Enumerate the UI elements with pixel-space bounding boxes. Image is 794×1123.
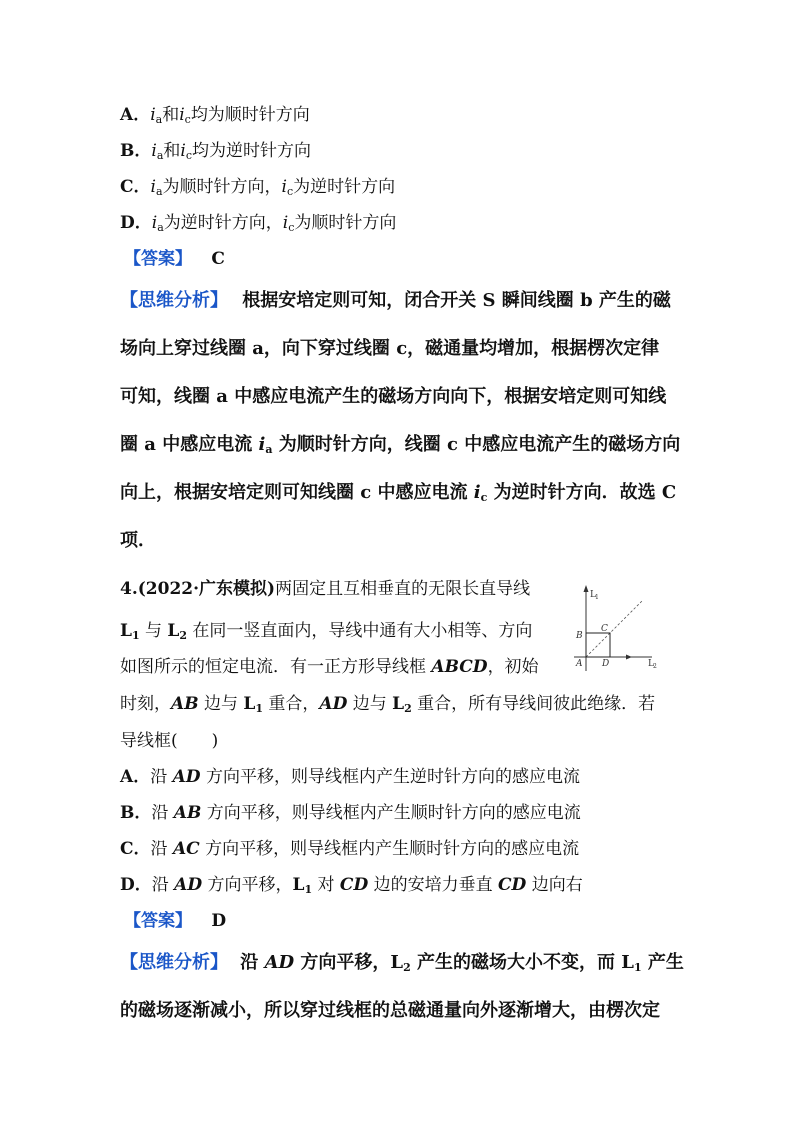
q4-option-a: A．沿 AD 方向平移，则导线框内产生逆时针方向的感应电流 — [120, 767, 580, 787]
answer-tag: 【答案】 — [124, 249, 192, 269]
q4-option-c: C．沿 AC 方向平移，则导线框内产生顺时针方向的感应电流 — [120, 839, 580, 859]
label-d: D — [602, 659, 610, 669]
q3-analysis-line-5: 向上，根据安培定则可知线圈 c 中感应电流 $i_c$ 为逆时针方向．故选 C — [120, 482, 677, 504]
wire-l2-arrow — [626, 655, 632, 660]
label-b: B — [576, 631, 583, 641]
question-source: (2022·广东模拟) — [137, 579, 276, 599]
q4-stem-line-4: 时刻，AB 边与 $L_1$ 重合，AD 边与 $L_2$ 重合，所有导线间彼此绝缘．若 — [120, 694, 656, 715]
label-l1-sub: 1 — [595, 594, 599, 601]
label-c: C — [601, 624, 608, 634]
analysis-tag: 【思维分析】 — [120, 290, 228, 311]
q4-answer — [124, 906, 226, 931]
analysis-tag: 【思维分析】 — [120, 952, 228, 973]
q4-stem-line-1: 4.(2022·广东模拟)两固定且互相垂直的无限长直导线 — [120, 579, 531, 599]
q4-stem-line-3: 如图所示的恒定电流．有一正方形导线框 ABCD，初始 — [120, 657, 539, 677]
q4-option-d: D．沿 AD 方向平移，$L_1$ 对 CD 边的安培力垂直 CD 边向右 — [120, 875, 583, 896]
diagonal-dashed-line — [586, 601, 642, 657]
q4-option-b: B．沿 AB 方向平移，则导线框内产生顺时针方向的感应电流 — [120, 803, 581, 823]
q3-analysis-line-1: 【思维分析】 根据安培定则可知，闭合开关 S 瞬间线圈 b 产生的磁 — [120, 290, 671, 311]
q3-analysis-line-6: 项． — [120, 530, 156, 551]
q3-analysis-line-3: 可知，线圈 a 中感应电流产生的磁场方向向下，根据安培定则可知线 — [120, 386, 667, 407]
label-l2: L — [648, 659, 654, 669]
q3-analysis-line-4: 圈 a 中感应电流 $i_a$ 为顺时针方向，线圈 c 中感应电流产生的磁场方向 — [120, 434, 681, 456]
wire-frame-figure — [568, 583, 668, 675]
q3-analysis-line-2: 场向上穿过线圈 a，向下穿过线圈 c，磁通量均增加，根据楞次定律 — [120, 338, 660, 359]
q4-analysis-line-2: 的磁场逐渐减小，所以穿过线框的总磁通量向外逐渐增大，由楞次定 — [120, 1000, 660, 1021]
answer-value: C — [211, 249, 225, 269]
q3-option-a: A．$i_a$和$i_c$均为顺时针方向 — [120, 105, 310, 126]
q4-analysis-line-1: 【思维分析】 沿 AD 方向平移，$L_2$ 产生的磁场大小不变，而 $L_1$ 产生 — [120, 952, 684, 974]
answer-tag: 【答案】 — [124, 911, 192, 931]
q3-answer — [124, 244, 225, 269]
wire-l1-arrow — [584, 585, 589, 592]
answer-value: D — [211, 911, 227, 931]
label-a: A — [576, 659, 583, 669]
label-l1: L — [590, 590, 596, 600]
q3-option-d: D．$i_a$为逆时针方向，$i_c$为顺时针方向 — [120, 213, 397, 234]
label-l2-sub: 2 — [653, 663, 657, 670]
question-number: 4. — [120, 579, 138, 599]
q3-option-b: B．$i_a$和$i_c$均为逆时针方向 — [120, 141, 311, 162]
q4-stem-line-5: 导线框( ) — [120, 731, 219, 751]
q3-option-c: C．$i_a$为顺时针方向，$i_c$为逆时针方向 — [120, 177, 396, 198]
q4-stem-line-2: $L_1$ 与 $L_2$ 在同一竖直面内，导线中通有大小相等、方向 — [120, 621, 533, 642]
